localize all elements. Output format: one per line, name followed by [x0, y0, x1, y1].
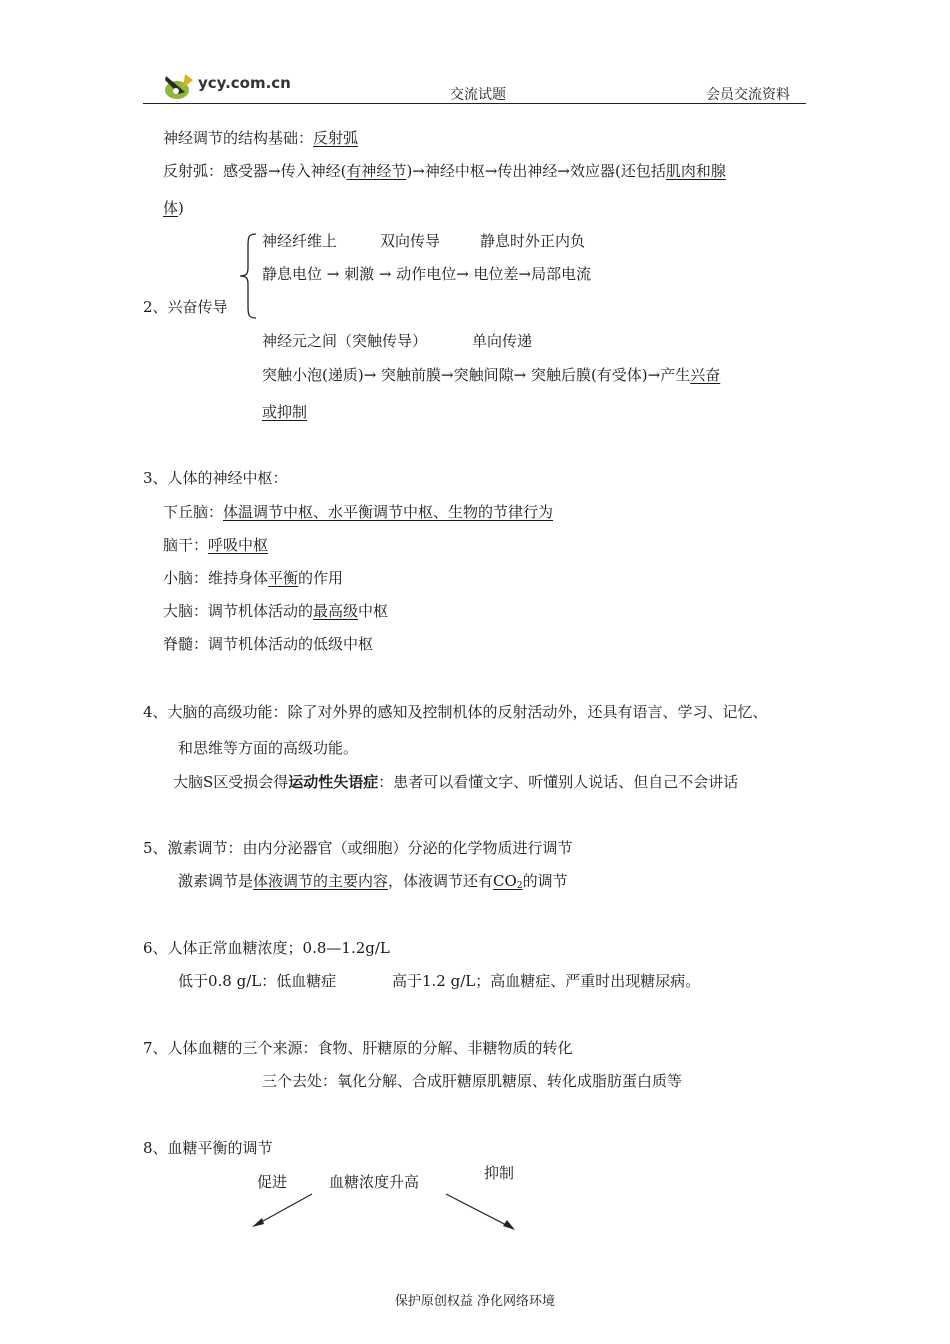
- underlined-term: 体液调节的主要内容: [253, 872, 389, 890]
- underlined-term: 体温调节中枢、水平衡调节中枢、生物的节律行为: [223, 503, 554, 521]
- diagram-center-label: 血糖浓度升高: [329, 1173, 420, 1191]
- fiber-direction: 双向传导: [380, 232, 441, 250]
- section-title-4: 4、大脑的高级功能：除了对外界的感知及控制机体的反射活动外，还具有语言、学习、记忆、: [143, 703, 768, 721]
- arrow-left-head-icon: [252, 1218, 264, 1227]
- text: 的调节: [522, 872, 568, 890]
- hypothalamus-row: [163, 502, 553, 522]
- subscript: 2: [516, 881, 523, 891]
- hormone-row: [178, 871, 568, 896]
- synapse-chain: [262, 365, 720, 385]
- spinal-row: 脊髓：调节机体活动的低级中枢: [163, 635, 374, 653]
- section-title-6: 6、人体正常血糖浓度；0.8—1.2g/L: [143, 939, 390, 957]
- section-title-5: 5、激素调节：由内分泌器官（或细胞）分泌的化学物质进行调节: [143, 839, 573, 857]
- text: 突触小泡(递质)→ 突触前膜→突触间隙→ 突触后膜(有受体)→产生: [262, 366, 691, 384]
- text: 小脑：维持身体: [163, 569, 269, 587]
- header-title: 交流试题: [450, 87, 506, 103]
- underlined-term: 最高级: [313, 602, 359, 620]
- text: ): [178, 199, 184, 217]
- diagram-promote-label: 促进: [257, 1173, 288, 1191]
- underlined-term: 肌肉和腺: [665, 162, 726, 180]
- fiber-row: [262, 231, 337, 251]
- curly-brace-icon: [238, 232, 258, 320]
- text: 大脑：调节机体活动的: [163, 602, 314, 620]
- underlined-term: 有神经节: [346, 162, 407, 180]
- header-right-label: 会员交流资料: [706, 87, 790, 103]
- section-title-7: 7、人体血糖的三个来源：食物、肝糖原的分解、非糖物质的转化: [143, 1039, 573, 1057]
- section-title-3: 3、人体的神经中枢：: [143, 469, 288, 487]
- diagram-arrows: [240, 1180, 540, 1240]
- text: 激素调节是: [178, 872, 254, 890]
- ycy-logo-icon: [163, 70, 197, 102]
- cerebrum-row: [163, 601, 388, 621]
- text: 的作用: [298, 569, 344, 587]
- higher-function-cont: 和思维等方面的高级功能。: [178, 739, 359, 757]
- reflex-arc-chain: [163, 161, 726, 181]
- aphasia-row: [173, 772, 738, 792]
- text: 中枢: [358, 602, 389, 620]
- conduction-chain: 静息电位 → 刺激 → 动作电位→ 电位差→局部电流: [262, 265, 592, 283]
- underlined-term: 平衡: [268, 569, 299, 587]
- logo-text: ycy.com.cn: [198, 74, 291, 92]
- high-glucose: 高于1.2 g/L；高血糖症、严重时出现糖尿病。: [392, 972, 701, 990]
- fiber-resting: 静息时外正内负: [480, 232, 586, 250]
- text: 神经调节的结构基础：: [163, 129, 314, 147]
- section-title-8: 8、血糖平衡的调节: [143, 1139, 273, 1157]
- synapse-row: 神经元之间（突触传导）: [262, 332, 428, 350]
- low-glucose: 低于0.8 g/L：低血糖症: [178, 972, 337, 990]
- text: ，体液调节还有: [388, 872, 494, 890]
- underlined-term: 或抑制: [262, 403, 308, 421]
- text: 神经纤维上: [262, 232, 338, 250]
- text: 脑干：: [163, 536, 209, 554]
- reflex-arc-chain-cont: [163, 198, 184, 218]
- brainstem-row: [163, 535, 268, 555]
- underlined-term: 呼吸中枢: [208, 536, 269, 554]
- underlined-term: 兴奋: [690, 366, 721, 384]
- underlined-term: 体: [163, 199, 179, 217]
- section-title-2: 2、兴奋传导: [143, 298, 228, 316]
- synapse-chain-cont: [262, 402, 307, 422]
- arrow-right: [446, 1194, 512, 1228]
- text: ：患者可以看懂文字、听懂别人说话、但自己不会讲话: [378, 773, 739, 791]
- bold-term: 运动性失语症: [288, 773, 379, 791]
- cerebellum-row: [163, 568, 343, 588]
- text: 大脑S区受损会得: [173, 773, 289, 791]
- arrow-right-head-icon: [503, 1220, 515, 1230]
- underlined-term: 反射弧: [313, 129, 359, 147]
- synapse-direction: 单向传递: [472, 332, 533, 350]
- text: 反射弧：感受器→传入神经(: [163, 162, 347, 180]
- text: 下丘脑：: [163, 503, 224, 521]
- reflex-arc-basis: [163, 128, 358, 148]
- diagram-inhibit-label: 抑制: [484, 1164, 515, 1182]
- text: )→神经中枢→传出神经→效应器(还包括: [406, 162, 666, 180]
- text: CO: [493, 872, 517, 890]
- co2-term: [493, 872, 523, 890]
- page-footer: 保护原创权益 净化网络环境: [394, 1294, 556, 1309]
- glucose-outlets: 三个去处：氧化分解、合成肝糖原肌糖原、转化成脂肪蛋白质等: [262, 1072, 683, 1090]
- header-divider: [143, 103, 806, 104]
